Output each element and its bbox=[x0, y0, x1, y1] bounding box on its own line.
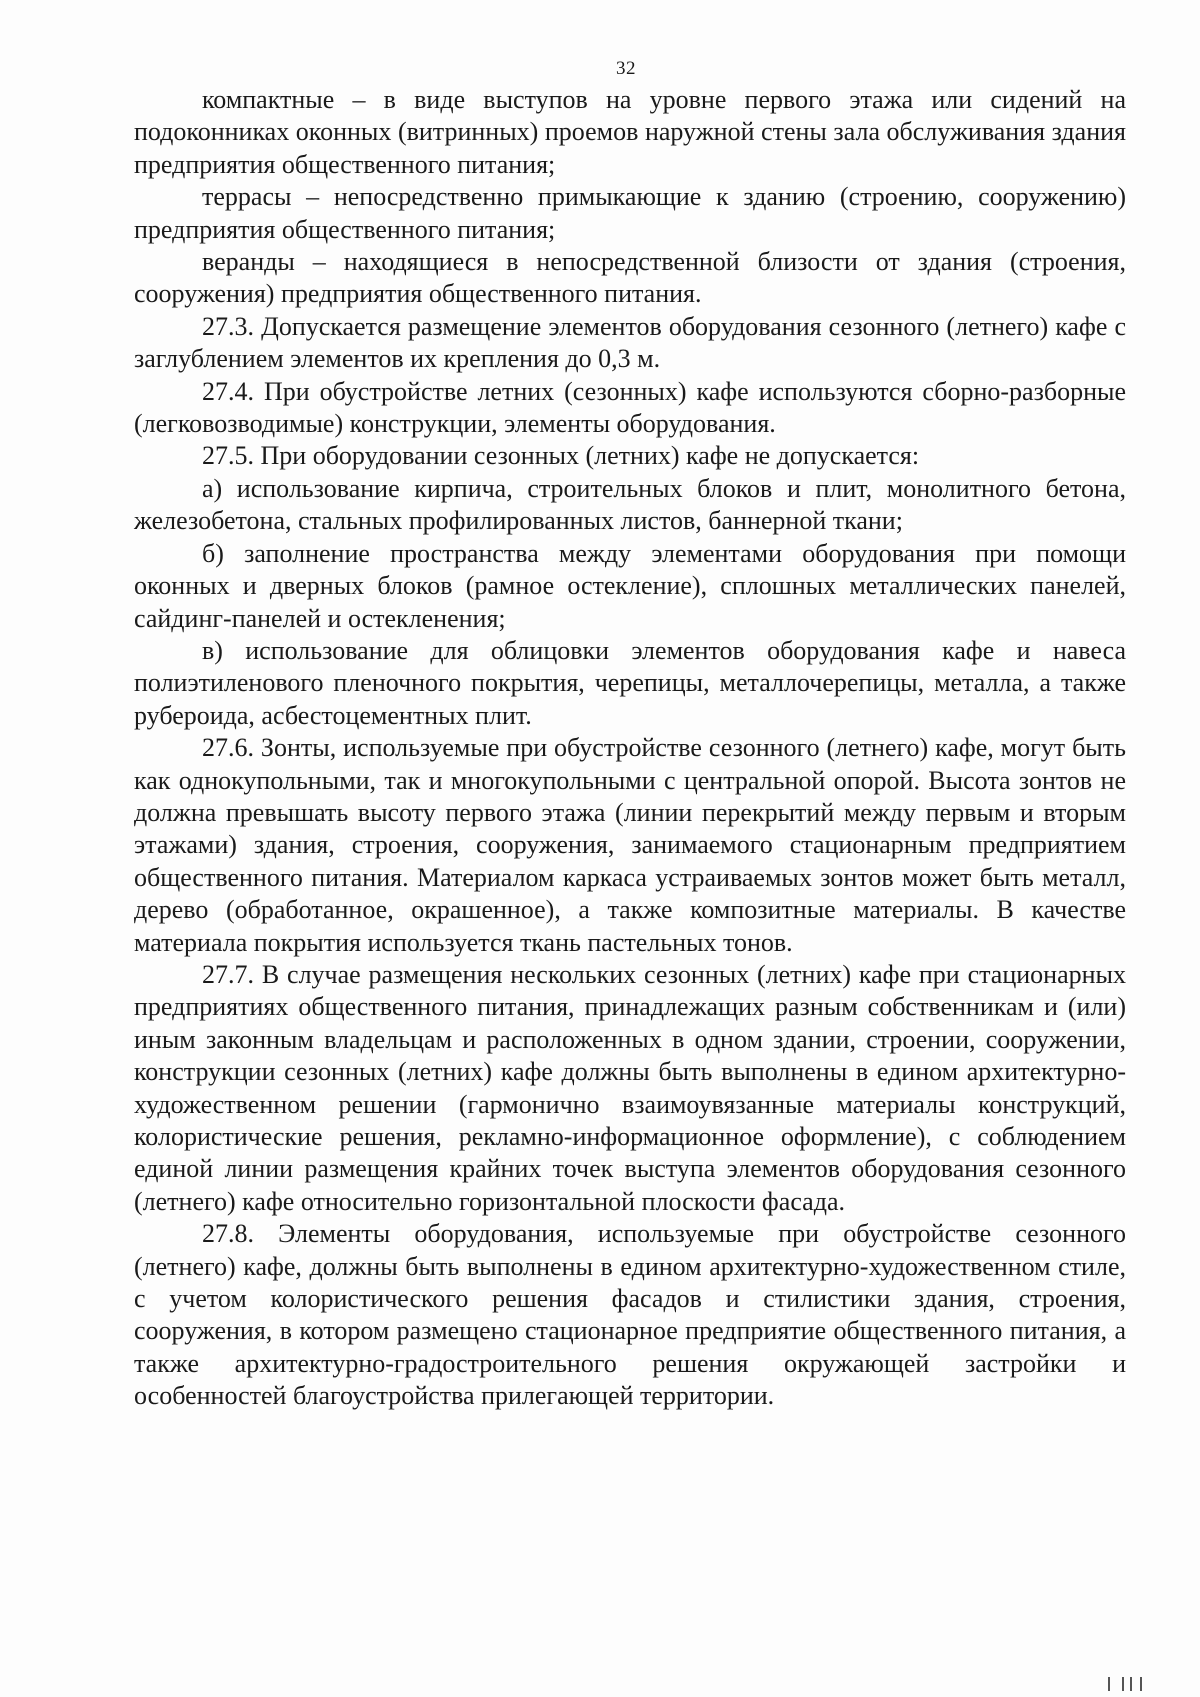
scan-artifact-marks bbox=[1100, 1671, 1170, 1691]
page-number: 32 bbox=[616, 58, 636, 79]
document-body bbox=[134, 84, 1126, 1413]
paragraph-27-5-a: а) использование кирпича, строительных блоков и плит, монолитного бетона, железобетона, стальных профилированных листов, баннерной ткани; bbox=[134, 473, 1126, 536]
paragraph-verandas: веранды – находящиеся в непосредственной близости от здания (строения, сооружения) предприятия общественного питания. bbox=[134, 247, 1126, 309]
paragraph-27-5-b: б) заполнение пространства между элементами оборудования при помощи оконных и дверных блоков (рамное остекление), сплошных металлических панелей, сайдинг-панелей и остекленения; bbox=[134, 538, 1126, 633]
paragraph-27-7: 27.7. В случае размещения нескольких сезонных (летних) кафе при стационарных предприятиях общественного питания, принадлежащих разным собственникам и (или) иным законным владельцам и расположенных в одном здании, строении, сооружении, конструкции сезонных (летних) кафе должны быть выполнены в едином архитектурно-художественном решении (гармонично взаимоувязанные материалы конструкций, колористические решения, рекламно-информационное оформление), с соблюдением единой линии размещения крайних точек выступа элементов оборудования сезонного (летнего) кафе относительно горизонтальной плоскости фасада. bbox=[134, 959, 1126, 1216]
paragraph-compact: компактные – в виде выступов на уровне первого этажа или сидений на подоконниках оконных (витринных) проемов наружной стены зала обслуживания здания предприятия общественного питания; bbox=[134, 85, 1126, 179]
paragraph-27-6: 27.6. Зонты, используемые при обустройстве сезонного (летнего) кафе, могут быть как однокупольными, так и многокупольными с центральной опорой. Высота зонтов не должна превышать высоту первого этажа (линии перекрытий между первым и вторым этажами) здания, строения, сооружения, занимаемого стационарным предприятием общественного питания. Материалом каркаса устраиваемых зонтов может быть металл, дерево (обработанное, окрашенное), а также композитные материалы. В качестве материала покрытия используется ткань пастельных тонов. bbox=[134, 733, 1126, 957]
paragraph-27-5: 27.5. При оборудовании сезонных (летних) кафе не допускается: bbox=[202, 441, 920, 471]
paragraph-27-3: 27.3. Допускается размещение элементов оборудования сезонного (летнего) кафе с заглублением элементов их крепления до 0,3 м. bbox=[134, 311, 1126, 374]
paragraph-27-5-v: в) использование для облицовки элементов оборудования кафе и навеса полиэтиленового пленочного покрытия, черепицы, металлочерепицы, металла, а также рубероида, асбестоцементных плит. bbox=[134, 635, 1126, 730]
paragraph-27-4: 27.4. При обустройстве летних (сезонных) кафе используются сборно-разборные (легковозводимые) конструкции, элементы оборудования. bbox=[134, 376, 1126, 439]
paragraph-27-8: 27.8. Элементы оборудования, используемые при обустройстве сезонного (летнего) кафе, должны быть выполнены в едином архитектурно-художественном стиле, с учетом колористического решения фасадов и стилистики здания, строения, сооружения, в котором размещено стационарное предприятие общественного питания, а также архитектурно-градостроительного решения окружающей застройки и особенностей благоустройства прилегающей территории. bbox=[134, 1219, 1126, 1411]
paragraph-terraces: террасы – непосредственно примыкающие к зданию (строению, сооружению) предприятия общественного питания; bbox=[134, 182, 1126, 244]
